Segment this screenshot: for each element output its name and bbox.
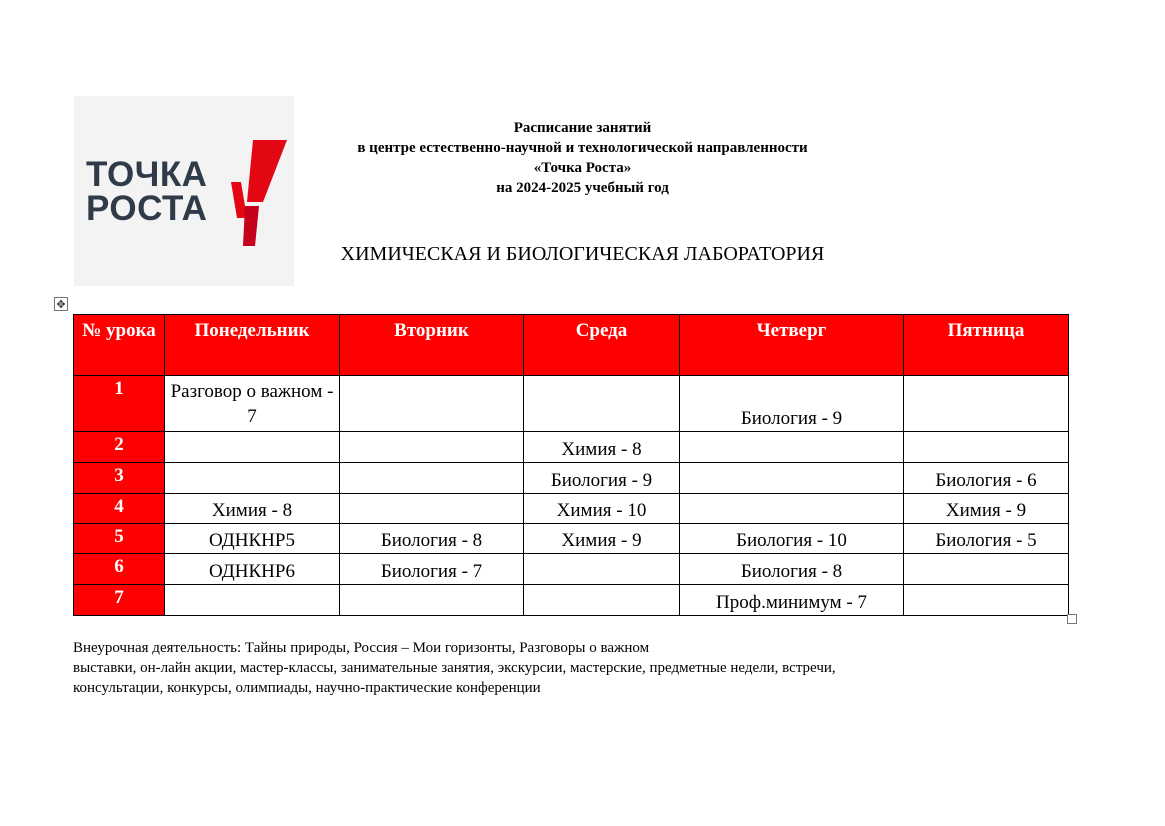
logo-line-2: РОСТА	[86, 189, 208, 228]
header-friday: Пятница	[904, 315, 1069, 376]
table-cell[interactable]	[340, 585, 524, 616]
table-cell[interactable]: Биология - 9	[680, 376, 904, 432]
table-row	[74, 376, 1069, 432]
table-move-handle-icon[interactable]: ✥	[54, 297, 68, 311]
table-cell[interactable]	[340, 376, 524, 432]
table-cell[interactable]: Биология - 7	[340, 554, 524, 585]
header-line-4: на 2024-2025 учебный год	[496, 180, 669, 196]
lesson-number: 6	[74, 554, 165, 585]
table-cell[interactable]: Химия - 9	[524, 524, 680, 554]
table-cell[interactable]: Проф.минимум - 7	[680, 585, 904, 616]
table-cell[interactable]	[680, 432, 904, 463]
table-cell[interactable]	[340, 432, 524, 463]
logo-mark-icon	[229, 140, 289, 250]
table-cell[interactable]: Биология - 10	[680, 524, 904, 554]
table-cell[interactable]	[524, 376, 680, 432]
table-cell[interactable]: Химия - 8	[165, 494, 340, 524]
table-row	[74, 585, 1069, 616]
table-cell[interactable]: Биология - 6	[904, 463, 1069, 494]
logo-text	[86, 155, 208, 228]
table-cell[interactable]	[904, 554, 1069, 585]
header-line-2: в центре естественно-научной и технологической направленности	[357, 140, 808, 156]
extracurricular-note	[73, 638, 1073, 698]
lab-title: ХИМИЧЕСКАЯ И БИОЛОГИЧЕСКАЯ ЛАБОРАТОРИЯ	[340, 243, 825, 265]
logo	[74, 96, 294, 286]
schedule-header	[300, 118, 865, 198]
table-cell[interactable]: Биология - 5	[904, 524, 1069, 554]
lesson-number: 2	[74, 432, 165, 463]
table-cell[interactable]	[904, 376, 1069, 432]
table-cell[interactable]	[165, 432, 340, 463]
table-cell[interactable]	[904, 432, 1069, 463]
table-cell[interactable]	[680, 494, 904, 524]
table-cell[interactable]: ОДНКНР5	[165, 524, 340, 554]
table-row	[74, 432, 1069, 463]
table-cell[interactable]: Разговор о важном - 7	[165, 376, 340, 432]
header-tuesday: Вторник	[340, 315, 524, 376]
table-cell[interactable]: ОДНКНР6	[165, 554, 340, 585]
header-lesson-number: № урока	[74, 315, 165, 376]
lesson-number: 1	[74, 376, 165, 432]
table-cell[interactable]: Химия - 9	[904, 494, 1069, 524]
lesson-number: 4	[74, 494, 165, 524]
lesson-number: 5	[74, 524, 165, 554]
table-cell[interactable]	[165, 585, 340, 616]
table-row	[74, 463, 1069, 494]
table-cell[interactable]	[680, 463, 904, 494]
logo-line-1: ТОЧКА	[86, 155, 208, 194]
table-cell[interactable]	[524, 585, 680, 616]
footer-line-1: Внеурочная деятельность: Тайны природы, Россия – Мои горизонты, Разговоры о важном	[73, 640, 650, 656]
table-cell[interactable]: Химия - 8	[524, 432, 680, 463]
table-header-row	[74, 315, 1069, 376]
table-cell[interactable]: Биология - 8	[340, 524, 524, 554]
footer-line-2: выставки, он-лайн акции, мастер-классы, занимательные занятия, экскурсии, мастерские, предметные недели, встречи,	[73, 660, 836, 676]
lesson-number: 7	[74, 585, 165, 616]
table-cell[interactable]	[524, 554, 680, 585]
table-resize-handle[interactable]	[1067, 614, 1077, 624]
header-line-3: «Точка Роста»	[533, 160, 632, 176]
footer-line-3: консультации, конкурсы, олимпиады, научно-практические конференции	[73, 680, 541, 696]
table-row	[74, 554, 1069, 585]
header-line-1: Расписание занятий	[513, 120, 652, 136]
table-cell[interactable]	[340, 494, 524, 524]
table-row	[74, 494, 1069, 524]
header-thursday: Четверг	[680, 315, 904, 376]
table-cell[interactable]	[340, 463, 524, 494]
header-monday: Понедельник	[165, 315, 340, 376]
table-cell[interactable]: Химия - 10	[524, 494, 680, 524]
header-wednesday: Среда	[524, 315, 680, 376]
table-cell[interactable]	[904, 585, 1069, 616]
schedule-table	[73, 314, 1069, 616]
lesson-number: 3	[74, 463, 165, 494]
table-cell[interactable]: Биология - 8	[680, 554, 904, 585]
table-cell[interactable]: Биология - 9	[524, 463, 680, 494]
table-cell[interactable]	[165, 463, 340, 494]
table-row	[74, 524, 1069, 554]
